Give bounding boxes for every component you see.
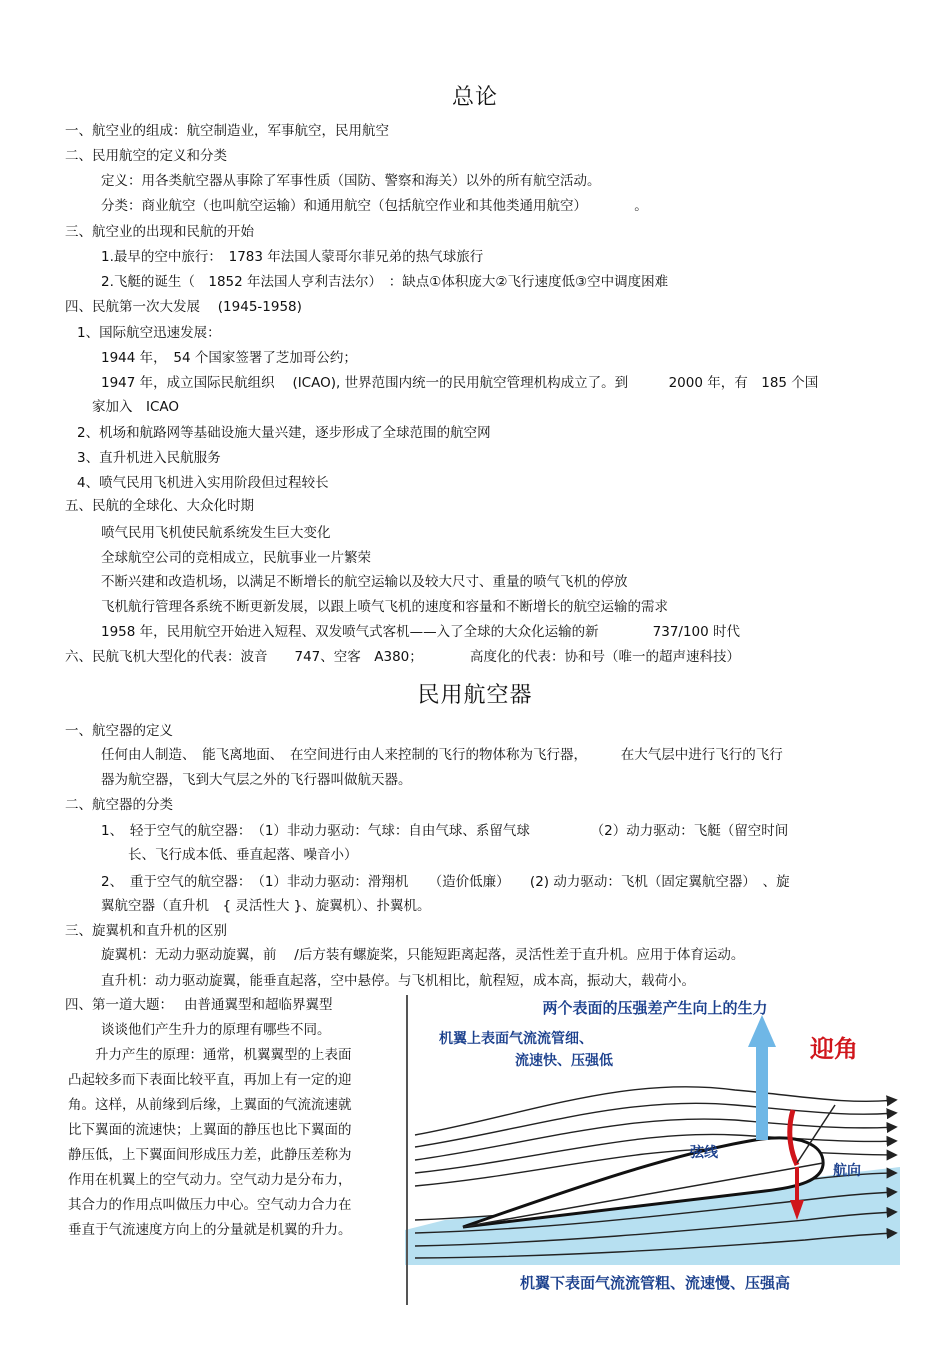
text-line: 喷气民用飞机使民航系统发生巨大变化: [101, 525, 331, 541]
text-line: 旋翼机：无动力驱动旋翼，前 /后方装有螺旋桨，只能短距离起落，灵活性差于直升机。应用于体育运动。: [101, 947, 745, 963]
text-line: 4、喷气民用飞机进入实用阶段但过程较长: [77, 475, 329, 491]
text-line: 1、 轻于空气的航空器： （1）非动力驱动：气球：自由气球、系留气球 （2）动力驱动：飞艇（留空时间: [101, 823, 789, 839]
text-line: 三、旋翼机和直升机的区别: [65, 923, 227, 939]
chord-label: 弦线: [690, 1145, 718, 1161]
text-line: 二、航空器的分类: [65, 797, 173, 813]
text-line: 长、飞行成本低、垂直起落、噪音小）: [128, 847, 358, 863]
text-line: 定义：用各类航空器从事除了军事性质（国防、警察和海关）以外的所有航空活动。: [101, 173, 601, 189]
text-line: 任何由人制造、 能飞离地面、 在空间进行由人来控制的飞行的物体称为飞行器， 在大气层中进行飞行的飞行: [101, 747, 783, 763]
lift-arrow-shaft: [756, 1045, 768, 1140]
text-line: 四、民航第一次大发展 (1945-1958): [65, 299, 302, 315]
airfoil-diagram: [405, 995, 900, 1305]
text-line: 翼航空器（直升机 { 灵活性大 }、旋翼机）、扑翼机。: [101, 898, 431, 914]
text-line: 一、航空业的组成：航空制造业，军事航空，民用航空: [65, 123, 389, 139]
text-line: 五、民航的全球化、大众化时期: [65, 498, 254, 514]
text-line: 3、直升机进入民航服务: [77, 450, 221, 466]
figure-bottom-caption: 机翼下表面气流流管粗、流速慢、压强高: [519, 1274, 791, 1292]
text-line: 1947 年，成立国际民航组织 (ICAO), 世界范围内统一的民用航空管理机构成立了。到 2000 年，有 185 个国: [101, 375, 819, 391]
text-line: 六、民航飞机大型化的代表：波音 747、空客 A380； 高度化的代表：协和号（唯一的超声速科技）: [65, 649, 741, 665]
upper-surface-note-1: 机翼上表面气流流管细、: [439, 1031, 593, 1047]
heading-label: 航向: [833, 1163, 861, 1179]
text-line: 1944 年， 54 个国家签署了芝加哥公约；: [101, 350, 357, 366]
text-line: 飞机航行管理各系统不断更新发展，以跟上喷气飞机的速度和容量和不断增长的航空运输的需求: [101, 599, 668, 615]
text-line: 分类：商业航空（也叫航空运输）和通用航空（包括航空作业和其他类通用航空） 。: [101, 198, 648, 214]
text-line: 1.最早的空中旅行： 1783 年法国人蒙哥尔菲兄弟的热气球旅行: [101, 249, 484, 265]
text-line: 二、民用航空的定义和分类: [65, 148, 227, 164]
text-line: 谈谈他们产生升力的原理有哪些不同。: [101, 1022, 331, 1038]
upper-surface-note-2: 流速快、压强低: [515, 1053, 613, 1069]
figure-top-caption: 两个表面的压强差产生向上的生力: [542, 999, 768, 1017]
airfoil-lift-figure: [405, 995, 900, 1305]
section-title-overview: 总论: [451, 85, 498, 110]
text-line: 器为航空器，飞到大气层之外的飞行器叫做航天器。: [101, 772, 412, 788]
text-line: 家加入 ICAO: [92, 399, 180, 415]
lift-principle-paragraph: 升力产生的原理：通常，机翼翼型的上表面凸起较多而下表面比较平直，再加上有一定的迎角。这样，从前缘到后缘，上翼面的气流流速就比下翼面的流速快；上翼面的静压也比下翼面的静压低，上下翼面间形成压力差，此静压差称为作用在机翼上的空气动力。空气动力是分布力，其合力的作用点叫做压力中心。空气动力合力在垂直于气流速度方向上的分量就是机翼的升力。: [68, 1047, 352, 1238]
text-line: 1、国际航空迅速发展：: [77, 325, 221, 341]
text-line: 1958 年，民用航空开始进入短程、双发喷气式客机——入了全球的大众化运输的新 737/100 时代: [101, 624, 741, 640]
text-line: 全球航空公司的竞相成立，民航事业一片繁荣: [101, 550, 371, 566]
text-line: 2、 重于空气的航空器： （1）非动力驱动：滑翔机 （造价低廉） (2) 动力驱动：飞机（固定翼航空器） 、旋: [101, 874, 790, 890]
text-line: 不断兴建和改造机场，以满足不断增长的航空运输以及较大尺寸、重量的喷气飞机的停放: [101, 574, 628, 590]
text-line: 2、机场和航路网等基础设施大量兴建，逐步形成了全球范围的航空网: [77, 425, 491, 441]
text-line: 三、航空业的出现和民航的开始: [65, 224, 254, 240]
text-line: 2.飞艇的诞生（ 1852 年法国人亨利吉法尔） ：缺点①体积庞大②飞行速度低③空中调度困难: [101, 274, 669, 290]
angle-of-attack-label: 迎角: [810, 1034, 858, 1063]
section-title-civil-aircraft: 民用航空器: [417, 683, 533, 708]
text-line: 一、航空器的定义: [65, 723, 173, 739]
text-line: 四、第一道大题： 由普通翼型和超临界翼型: [65, 997, 333, 1013]
text-line: 直升机：动力驱动旋翼，能垂直起落，空中悬停。与飞机相比，航程短，成本高，振动大，载荷小。: [101, 973, 695, 989]
